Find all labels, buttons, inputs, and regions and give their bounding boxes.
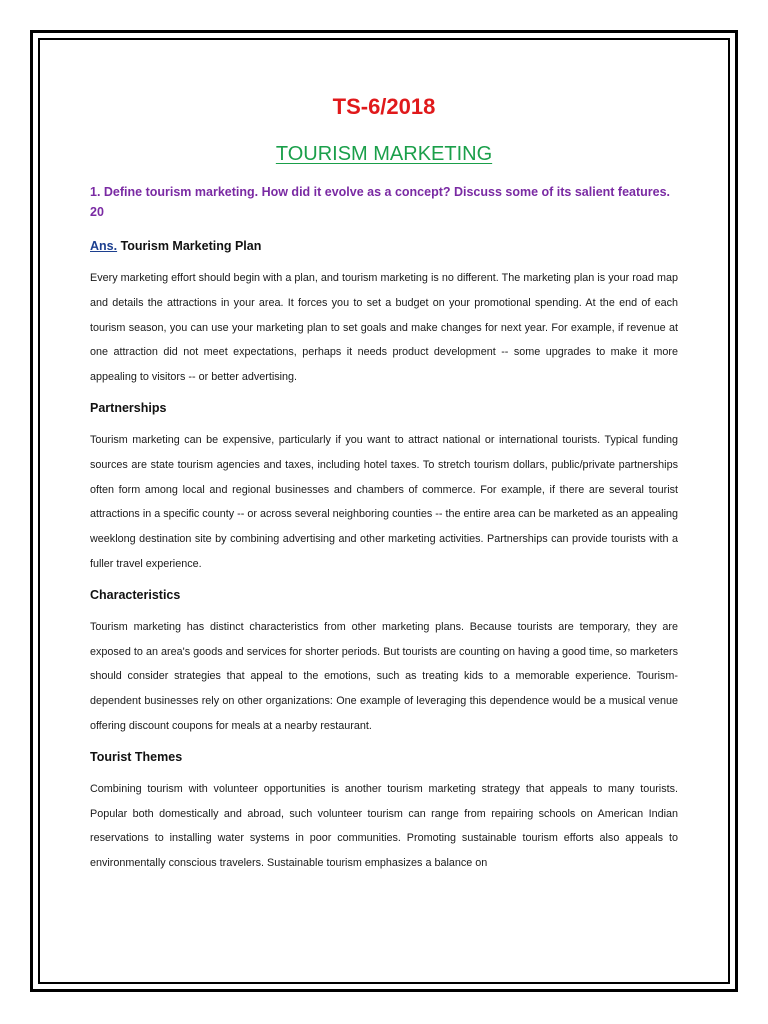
document-title <box>90 140 678 168</box>
answer-heading-text: Tourism Marketing Plan <box>120 239 262 253</box>
document-title-text: TOURISM MARKETING <box>275 143 493 165</box>
section-heading-tourist-themes: Tourist Themes <box>90 749 183 764</box>
answer-heading <box>90 236 678 256</box>
intro-paragraph: Every marketing effort should begin with a plan, and tourism marketing is no different. The marketing plan is your road map and details the attractions in your area. It forces you to set a budget on your promotional spending. At the end of each tourism season, you can use your marketing plan to set goals and make changes for next year. For example, if revenue at one attraction did not meet expectations, perhaps it needs product development -- some upgrades to make it more appealing to visitors -- or better advertising. <box>90 272 678 384</box>
document-body <box>90 92 678 876</box>
section-heading-characteristics: Characteristics <box>90 587 181 602</box>
section-text-tourist-themes: Combining tourism with volunteer opportunities is another tourism marketing strategy that appeals to many tourists. Popular both domestically and abroad, such volunteer tourism can range from repairing schools on American Indian reservations to installing water systems in poor communities. Promoting sustainable tourism efforts also appeals to environmentally conscious travelers. Sustainable tourism emphasizes a balance on <box>90 782 678 870</box>
answer-label: Ans. <box>90 239 118 253</box>
question-text: 1. Define tourism marketing. How did it evolve as a concept? Discuss some of its salient features. 20 <box>90 185 671 219</box>
section-heading-partnerships: Partnerships <box>90 400 167 415</box>
section-text-partnerships: Tourism marketing can be expensive, particularly if you want to attract national or international tourists. Typical funding sources are state tourism agencies and taxes, including hotel taxes. To stretch tourism dollars, public/private partnerships often form among local and regional businesses and chambers of commerce. For example, if there are several tourist attractions in a specific county -- or across several neighboring counties -- the entire area can be marketed as an appealing weeklong destination site by combining advertising and other marketing activities. Partnerships can provide tourists with a fuller travel experience. <box>90 433 678 570</box>
document-code: TS-6/2018 <box>332 94 436 119</box>
section-text-characteristics: Tourism marketing has distinct characteristics from other marketing plans. Because tourists are temporary, they are exposed to an area's goods and services for shorter periods. But tourists are counting on having a good time, so marketers should consider strategies that appeal to the emotions, such as treating kids to a memorable experience. Tourism-dependent businesses rely on other organizations: One example of leveraging this dependence would be a musical venue offering discount coupons for meals at a nearby restaurant. <box>90 620 678 732</box>
